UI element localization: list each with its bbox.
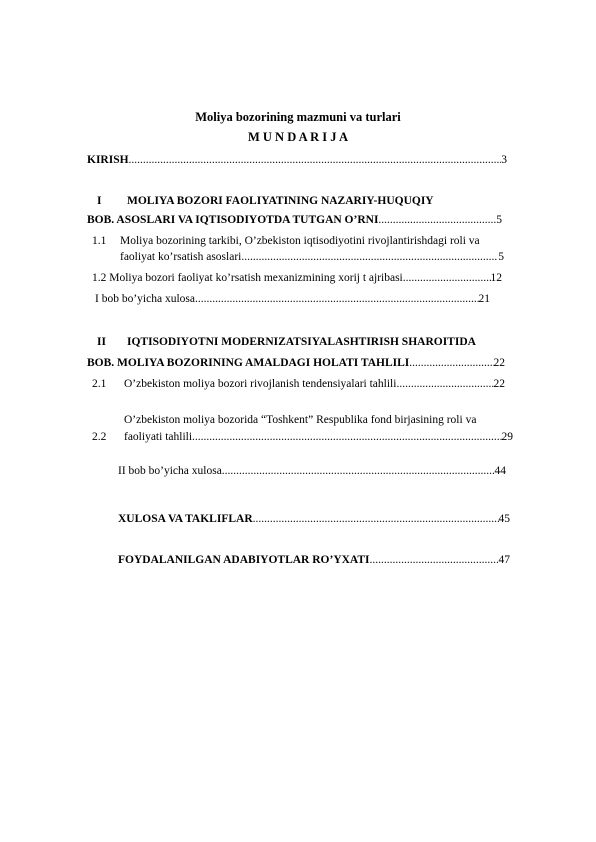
toc-page-number: 22 [493,357,505,369]
chapter-1-title-line1: MOLIYA BOZORI FAOLIYATINING NAZARIY-HUQUQIY [127,195,434,207]
toc-entry-section-1-2[interactable] [92,271,502,285]
toc-entry-intro[interactable] [87,153,507,167]
conclusions-title: XULOSA VA TAKLIFLAR [118,513,253,525]
document-title: Moliya bozorining mazmuni va turlari [195,110,401,124]
section-2-1-title: O’zbekiston moliya bozori rivojlanish tendensiyalari tahlili [124,378,397,390]
chapter-1-title-line2: BOB. ASOSLARI VA IQTISODIYOTDA TUTGAN O’RNI [87,214,379,226]
dot-leader [222,464,495,478]
dot-leader [129,153,502,167]
dot-leader [409,356,493,370]
toc-page-number: 21 [478,293,490,305]
chapter-2-number: II [97,336,106,348]
toc-entry-chapter-2[interactable] [87,356,505,370]
section-2-2-title-line2: faoliyati tahlili [124,431,193,443]
contents-heading: M U N D A R I J A [247,130,348,144]
toc-page-number: 45 [498,513,510,525]
toc-page-number: 5 [496,214,502,226]
section-2-2-title-line1: O’zbekiston moliya bozorida “Toshkent” Respublika fond birjasining roli va [124,414,477,426]
toc-entry-references[interactable] [118,553,510,567]
toc-page-number: 47 [498,554,510,566]
toc-page-number: 5 [498,251,504,263]
toc-entry-chapter-1-summary[interactable] [95,292,490,306]
dot-leader [192,430,501,444]
toc-page-number: 29 [501,431,513,443]
toc-page-number: 12 [490,272,502,284]
toc-entry-section-2-2[interactable] [124,430,513,444]
toc-page-number: 3 [501,154,507,166]
section-1-1-number: 1.1 [92,235,107,247]
dot-leader [378,213,496,227]
chapter-2-title-line2: BOB. MOLIYA BOZORINING AMALDAGI HOLATI TAHLILI [87,357,410,369]
toc-entry-label: KIRISH [87,154,129,166]
dot-leader [195,292,479,306]
references-title: FOYDALANILGAN ADABIYOTLAR RO’YXATI [118,554,370,566]
dot-leader [241,250,498,264]
dot-leader [396,377,493,391]
chapter-1-summary-title: I bob bo’yicha xulosa [95,293,195,305]
toc-page-number: 44 [494,465,506,477]
section-1-1-title-line1: Moliya bozorining tarkibi, O’zbekiston iqtisodiyotini rivojlantirishdagi roli va [120,235,480,247]
chapter-2-summary-title: II bob bo’yicha xulosa [118,465,222,477]
dot-leader [403,271,491,285]
dot-leader [370,553,499,567]
chapter-1-number: I [97,195,102,207]
toc-page-number: 22 [493,378,505,390]
toc-entry-section-1-1[interactable] [120,250,504,264]
toc-entry-section-2-1[interactable] [124,377,505,391]
section-1-2-title: 1.2 Moliya bozori faoliyat ko’rsatish mexanizmining xorij t ajribasi [92,272,403,284]
toc-entry-conclusions[interactable] [118,512,510,526]
toc-entry-chapter-1[interactable] [87,213,502,227]
section-1-1-title-line2: faoliyat ko’rsatish asoslari [120,251,242,263]
chapter-2-title-line1: IQTISODIYOTNI MODERNIZATSIYALASHTIRISH SHAROITIDA [127,336,476,348]
section-2-2-number: 2.2 [92,431,107,443]
section-2-1-number: 2.1 [92,378,107,390]
toc-entry-chapter-2-summary[interactable] [118,464,506,478]
dot-leader [253,512,499,526]
